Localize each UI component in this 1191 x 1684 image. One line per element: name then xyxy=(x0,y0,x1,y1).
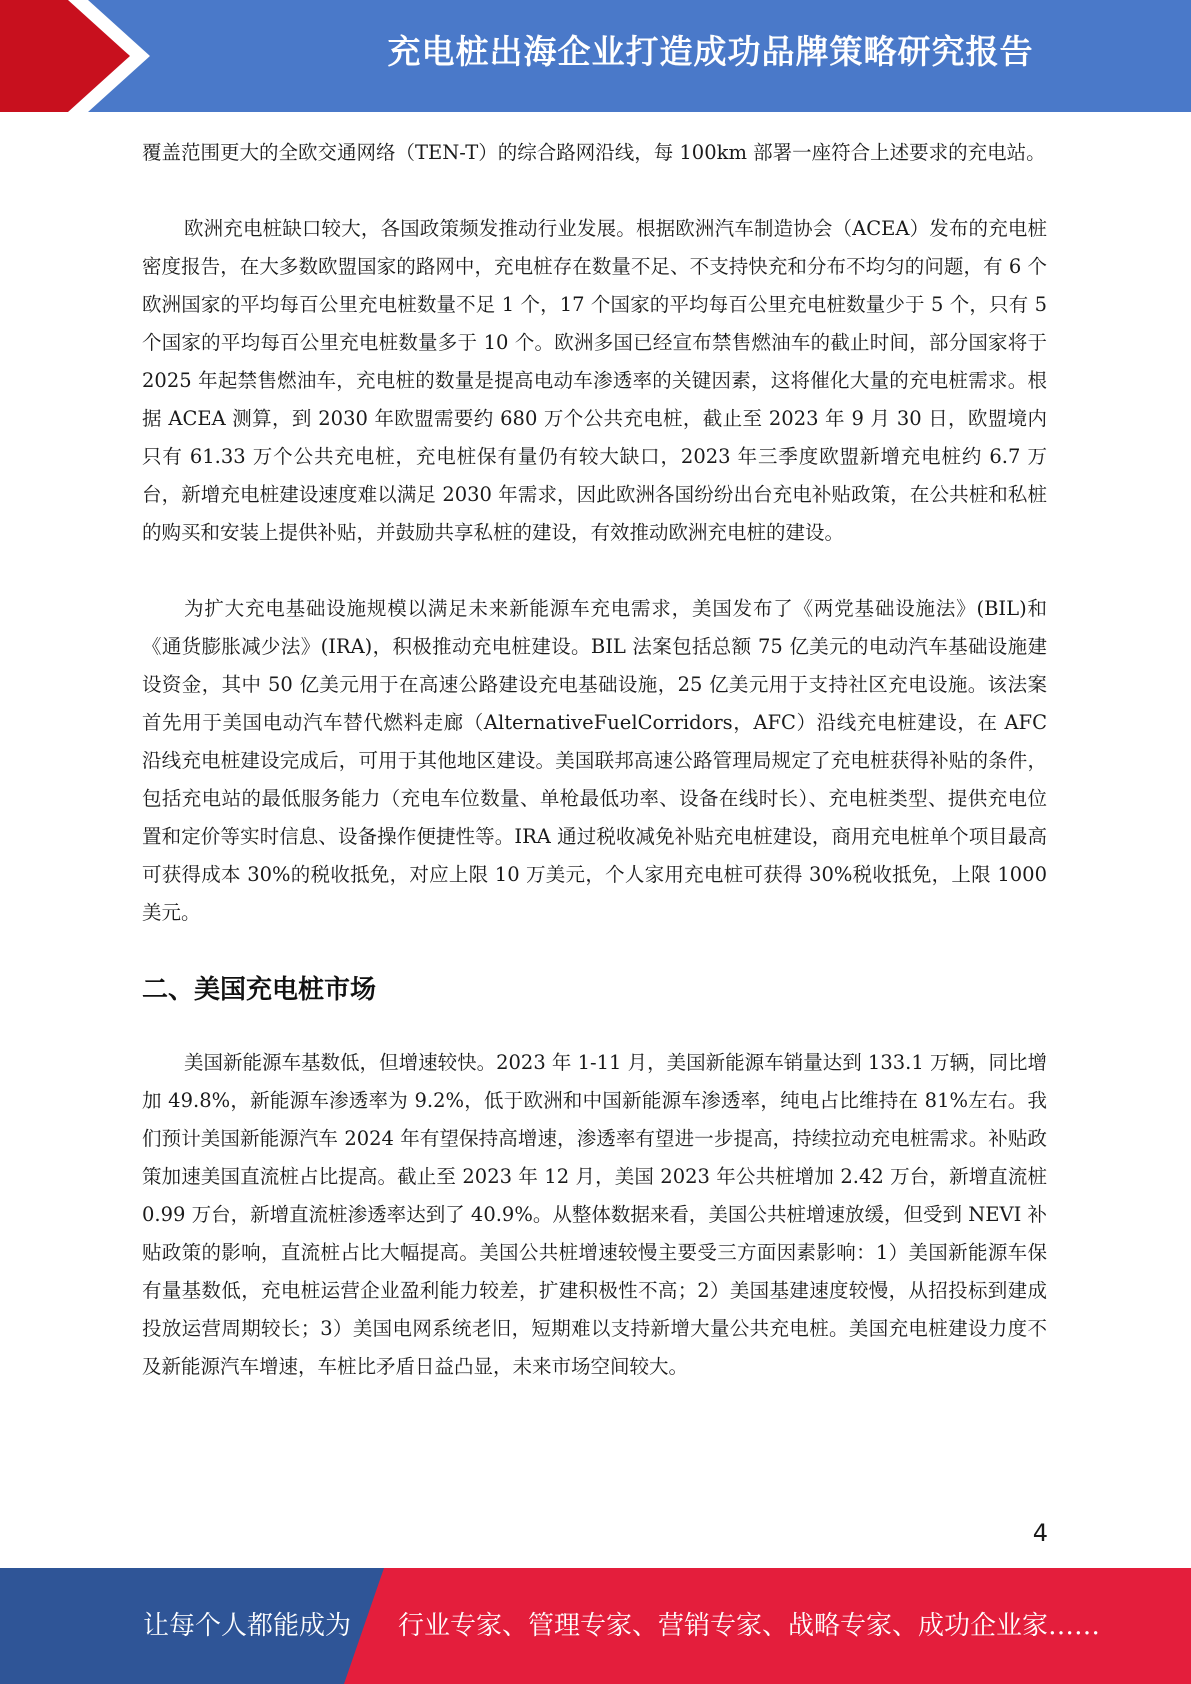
document-title: 充电桩出海企业打造成功品牌策略研究报告 xyxy=(387,32,1034,71)
page-content xyxy=(142,134,1047,1424)
footer-slogan-left: 让每个人都能成为 xyxy=(143,1611,352,1641)
section-heading-us-market: 二、美国充电桩市场 xyxy=(142,975,377,1005)
page-footer xyxy=(0,1568,1191,1684)
page-number: 4 xyxy=(1032,1519,1048,1547)
page-header xyxy=(0,0,1191,112)
paragraph-us-ev-growth: 美国新能源车基数低，但增速较快。2023 年 1-11 月，美国新能源车销量达到 133.1 万辆，同比增加 49.8%，新能源车渗透率为 9.2%，低于欧洲和中国新能源车渗透率，纯电占比维持在 81%左右。我们预计美国新能源汽车 2024 年有望保持高增速，渗透率有望进一步提高，持续拉动充电桩需求。补贴政策加速美国直流桩占比提高。截止至 2023 年 12 月，美国 2023 年公共桩增加 2.42 万台，新增直流桩 0.99 万台，新增直流桩渗透率达到了 40.9%。从整体数据来看，美国公共桩增速放缓，但受到 NEVI 补贴政策的影响，直流桩占比大幅提高。美国公共桩增速较慢主要受三方面因素影响：1）美国新能源车保有量基数低，充电桩运营企业盈利能力较差，扩建积极性不高；2）美国基建速度较慢，从招投标到建成投放运营周期较长；3）美国电网系统老旧，短期难以支持新增大量公共充电桩。美国充电桩建设力度不及新能源汽车增速，车桩比矛盾日益凸显，未来市场空间较大。 xyxy=(142,1051,1047,1378)
footer-slogan-right: 行业专家、管理专家、营销专家、战略专家、成功企业家…… xyxy=(398,1611,1101,1641)
paragraph-europe-charging-gap: 欧洲充电桩缺口较大，各国政策频发推动行业发展。根据欧洲汽车制造协会（ACEA）发布的充电桩密度报告，在大多数欧盟国家的路网中，充电桩存在数量不足、不支持快充和分布不均匀的问题，有 6 个欧洲国家的平均每百公里充电桩数量不足 1 个，17 个国家的平均每百公里充电桩数量少于 5 个，只有 5 个国家的平均每百公里充电桩数量多于 10 个。欧洲多国已经宣布禁售燃油车的截止时间，部分国家将于 2025 年起禁售燃油车，充电桩的数量是提高电动车渗透率的关键因素，这将催化大量的充电桩需求。根据 ACEA 测算，到 2030 年欧盟需要约 680 万个公共充电桩，截止至 2023 年 9 月 30 日，欧盟境内只有 61.33 万个公共充电桩，充电桩保有量仍有较大缺口，2023 年三季度欧盟新增充电桩约 6.7 万台，新增充电桩建设速度难以满足 2030 年需求，因此欧洲各国纷纷出台充电补贴政策，在公共桩和私桩的购买和安装上提供补贴，并鼓励共享私桩的建设，有效推动欧洲充电桩的建设。 xyxy=(142,217,1047,544)
paragraph-us-infrastructure-laws: 为扩大充电基础设施规模以满足未来新能源车充电需求，美国发布了《两党基础设施法》(BIL)和《通货膨胀减少法》(IRA)，积极推动充电桩建设。BIL 法案包括总额 75 亿美元的电动汽车基础设施建设资金，其中 50 亿美元用于在高速公路建设充电基础设施，25 亿美元用于支持社区充电设施。该法案首先用于美国电动汽车替代燃料走廊（AlternativeFuelCorridors，AFC）沿线充电桩建设，在 AFC 沿线充电桩建设完成后，可用于其他地区建设。美国联邦高速公路管理局规定了充电桩获得补贴的条件，包括充电站的最低服务能力（充电车位数量、单枪最低功率、设备在线时长）、充电桩类型、提供充电位置和定价等实时信息、设备操作便捷性等。IRA 通过税收减免补贴充电桩建设，商用充电桩单个项目最高可获得成本 30%的税收抵免，对应上限 10 万美元，个人家用充电桩可获得 30%税收抵免，上限 1000 美元。 xyxy=(142,597,1047,924)
paragraph-ten-t: 覆盖范围更大的全欧交通网络（TEN-T）的综合路网沿线，每 100km 部署一座符合上述要求的充电站。 xyxy=(142,141,1046,164)
